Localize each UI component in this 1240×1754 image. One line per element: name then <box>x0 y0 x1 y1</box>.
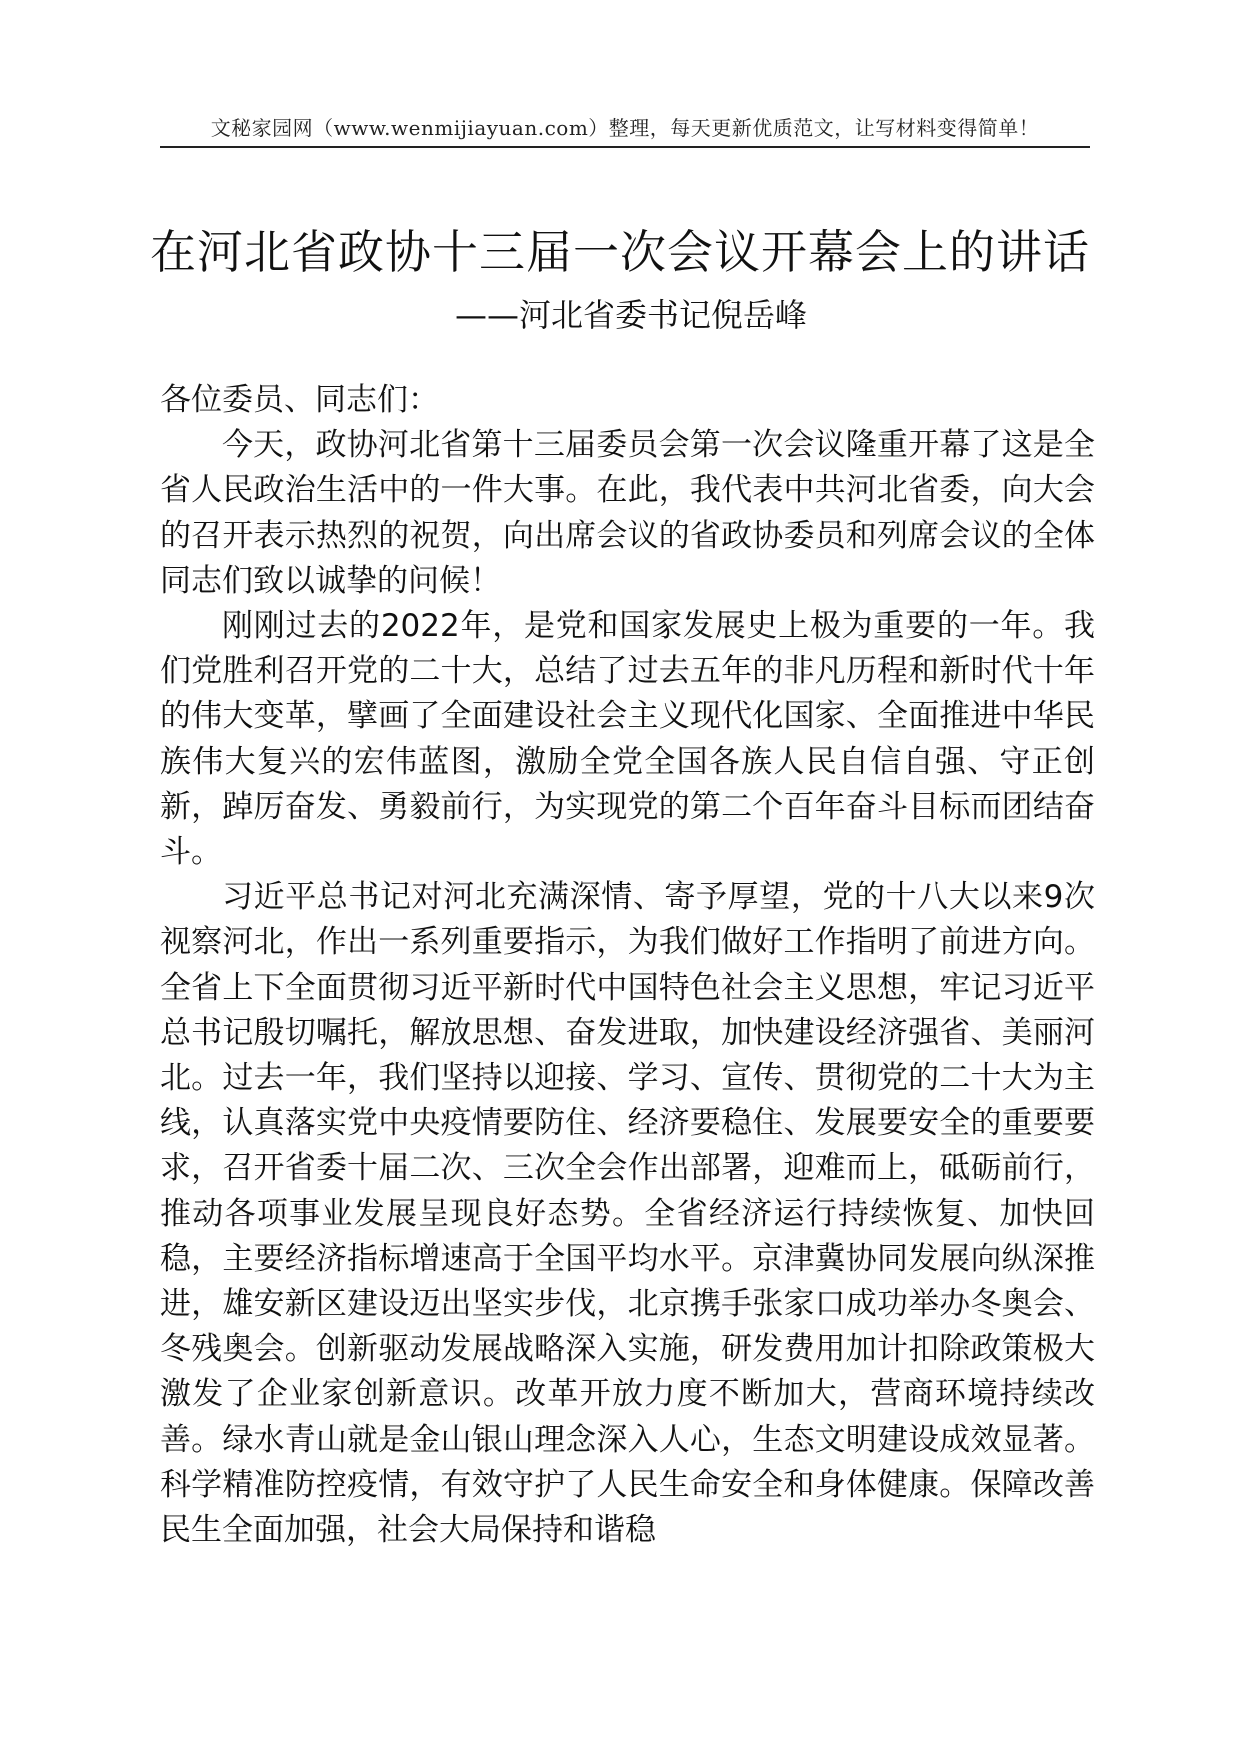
page-header: 文秘家园网（www.wenmijiayuan.com）整理，每天更新优质范文，让写材料变得简单！ <box>210 116 1040 140</box>
paragraph-3: 习近平总书记对河北充满深情、寄予厚望，党的十八大以来9次视察河北，作出一系列重要指示，为我们做好工作指明了前进方向。全省上下全面贯彻习近平新时代中国特色社会主义思想，牢记习近平总书记殷切嘱托，解放思想、奋发进取，加快建设经济强省、美丽河北。过去一年，我们坚持以迎接、学习、宣传、贯彻党的二十大为主线，认真落实党中央疫情要防住、经济要稳住、发展要安全的重要要求，召开省委十届二次、三次全会作出部署，迎难而上，砥砺前行，推动各项事业发展呈现良好态势。全省经济运行持续恢复、加快回稳，主要经济指标增速高于全国平均水平。京津冀协同发展向纵深推进，雄安新区建设迈出坚实步伐，北京携手张家口成功举办冬奥会、冬残奥会。创新驱动发展战略深入实施，研发费用加计扣除政策极大激发了企业家创新意识。改革开放力度不断加大，营商环境持续改善。绿水青山就是金山银山理念深入人心，生态文明建设成效显著。科学精准防控疫情，有效守护了人民生命安全和身体健康。保障改善民生全面加强，社会大局保持和谐稳 <box>160 879 1095 1549</box>
document-body <box>160 378 1095 1553</box>
paragraph-2: 刚刚过去的2022年，是党和国家发展史上极为重要的一年。我们党胜利召开党的二十大，总结了过去五年的非凡历程和新时代十年的伟大变革，擘画了全面建设社会主义现代化国家、全面推进中华民族伟大复兴的宏伟蓝图，激励全党全国各族人民自信自强、守正创新，踔厉奋发、勇毅前行，为实现党的第二个百年奋斗目标而团结奋斗。 <box>160 608 1095 871</box>
header-divider <box>160 146 1090 148</box>
document-title: 在河北省政协十三届一次会议开幕会上的讲话 <box>150 225 1090 279</box>
salutation: 各位委员、同志们： <box>160 382 439 418</box>
document-subtitle: ——河北省委书记倪岳峰 <box>454 296 807 334</box>
paragraph-1: 今天，政协河北省第十三届委员会第一次会议隆重开幕了这是全省人民政治生活中的一件大事。在此，我代表中共河北省委，向大会的召开表示热烈的祝贺，向出席会议的省政协委员和列席会议的全体同志们致以诚挚的问候！ <box>160 427 1095 599</box>
